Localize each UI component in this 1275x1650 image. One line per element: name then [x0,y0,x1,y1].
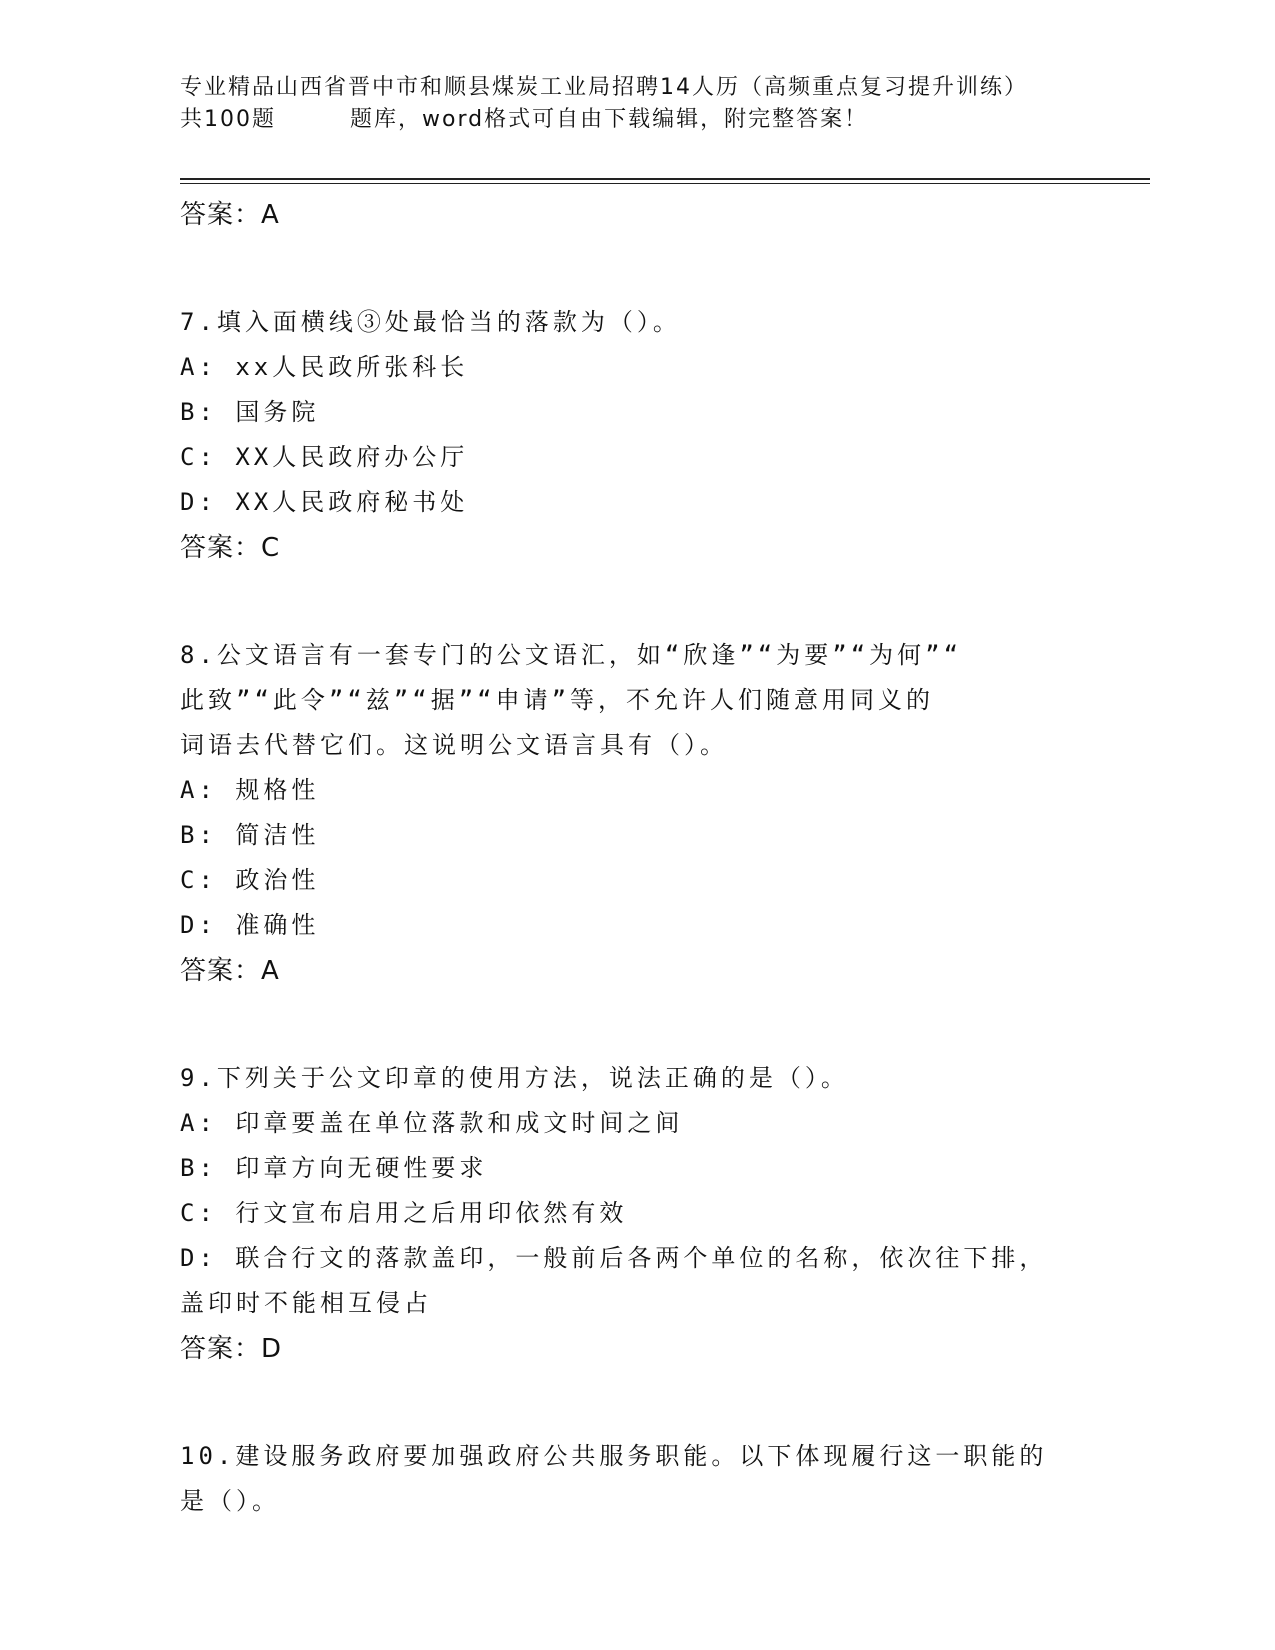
page-header [180,72,1120,136]
question-10-text-line2: 是（）。 [180,1487,280,1515]
question-8-option-d: D: 准确性 [180,911,320,939]
header-rule-thick [180,178,1150,180]
question-8-option-a: A: 规格性 [180,776,320,804]
question-9-option-d-line2: 盖印时不能相互侵占 [180,1289,432,1317]
question-8-text-line3: 词语去代替它们。这说明公文语言具有（）。 [180,731,728,759]
spacer [180,994,1120,1056]
question-10 [180,1434,1120,1524]
question-7-option-c: C: XX人民政府办公厅 [180,443,469,471]
question-7-text: 7.填入面横线③处最恰当的落款为（）。 [180,308,681,336]
answer-7: 答案：C [180,533,281,563]
question-9-option-b: B: 印章方向无硬性要求 [180,1154,488,1182]
question-10-text-line1: 10.建设服务政府要加强政府公共服务职能。以下体现履行这一职能的 [180,1442,1048,1470]
question-9-option-d-line1: D: 联合行文的落款盖印，一般前后各两个单位的名称，依次往下排， [180,1244,1048,1272]
spacer [180,1372,1120,1434]
answer-8: 答案：A [180,956,280,986]
spacer [180,238,1120,300]
question-8 [180,633,1120,994]
header-title-line2 [180,104,1120,136]
question-7-option-a: A: xx人民政所张科长 [180,353,469,381]
question-8-text-line1: 8.公文语言有一套专门的公文语汇，如“欣逢”“为要”“为何”“ [180,641,963,669]
question-9-option-c: C: 行文宣布启用之后用印依然有效 [180,1199,628,1227]
answer-6: 答案：A [180,200,280,230]
question-list [180,192,1120,1524]
question-9-text: 9.下列关于公文印章的使用方法，说法正确的是（）。 [180,1064,849,1092]
question-8-option-c: C: 政治性 [180,866,320,894]
question-7-option-b: B: 国务院 [180,398,320,426]
header-title-line1: 专业精品山西省晋中市和顺县煤炭工业局招聘14人历（高频重点复习提升训练） [180,75,1028,100]
header-rule-thin [180,183,1150,184]
answer-9: 答案：D [180,1334,283,1364]
question-9 [180,1056,1120,1372]
spacer [180,571,1120,633]
question-8-option-b: B: 简洁性 [180,821,320,849]
question-9-option-a: A: 印章要盖在单位落款和成文时间之间 [180,1109,684,1137]
header-count: 共100题 [180,107,276,132]
question-7-option-d: D: XX人民政府秘书处 [180,488,469,516]
question-7 [180,300,1120,571]
header-note: 题库，word格式可自由下载编辑，附完整答案！ [350,107,869,132]
question-8-text-line2: 此致”“此令”“兹”“据”“申请”等，不允许人们随意用同义的 [180,686,935,714]
